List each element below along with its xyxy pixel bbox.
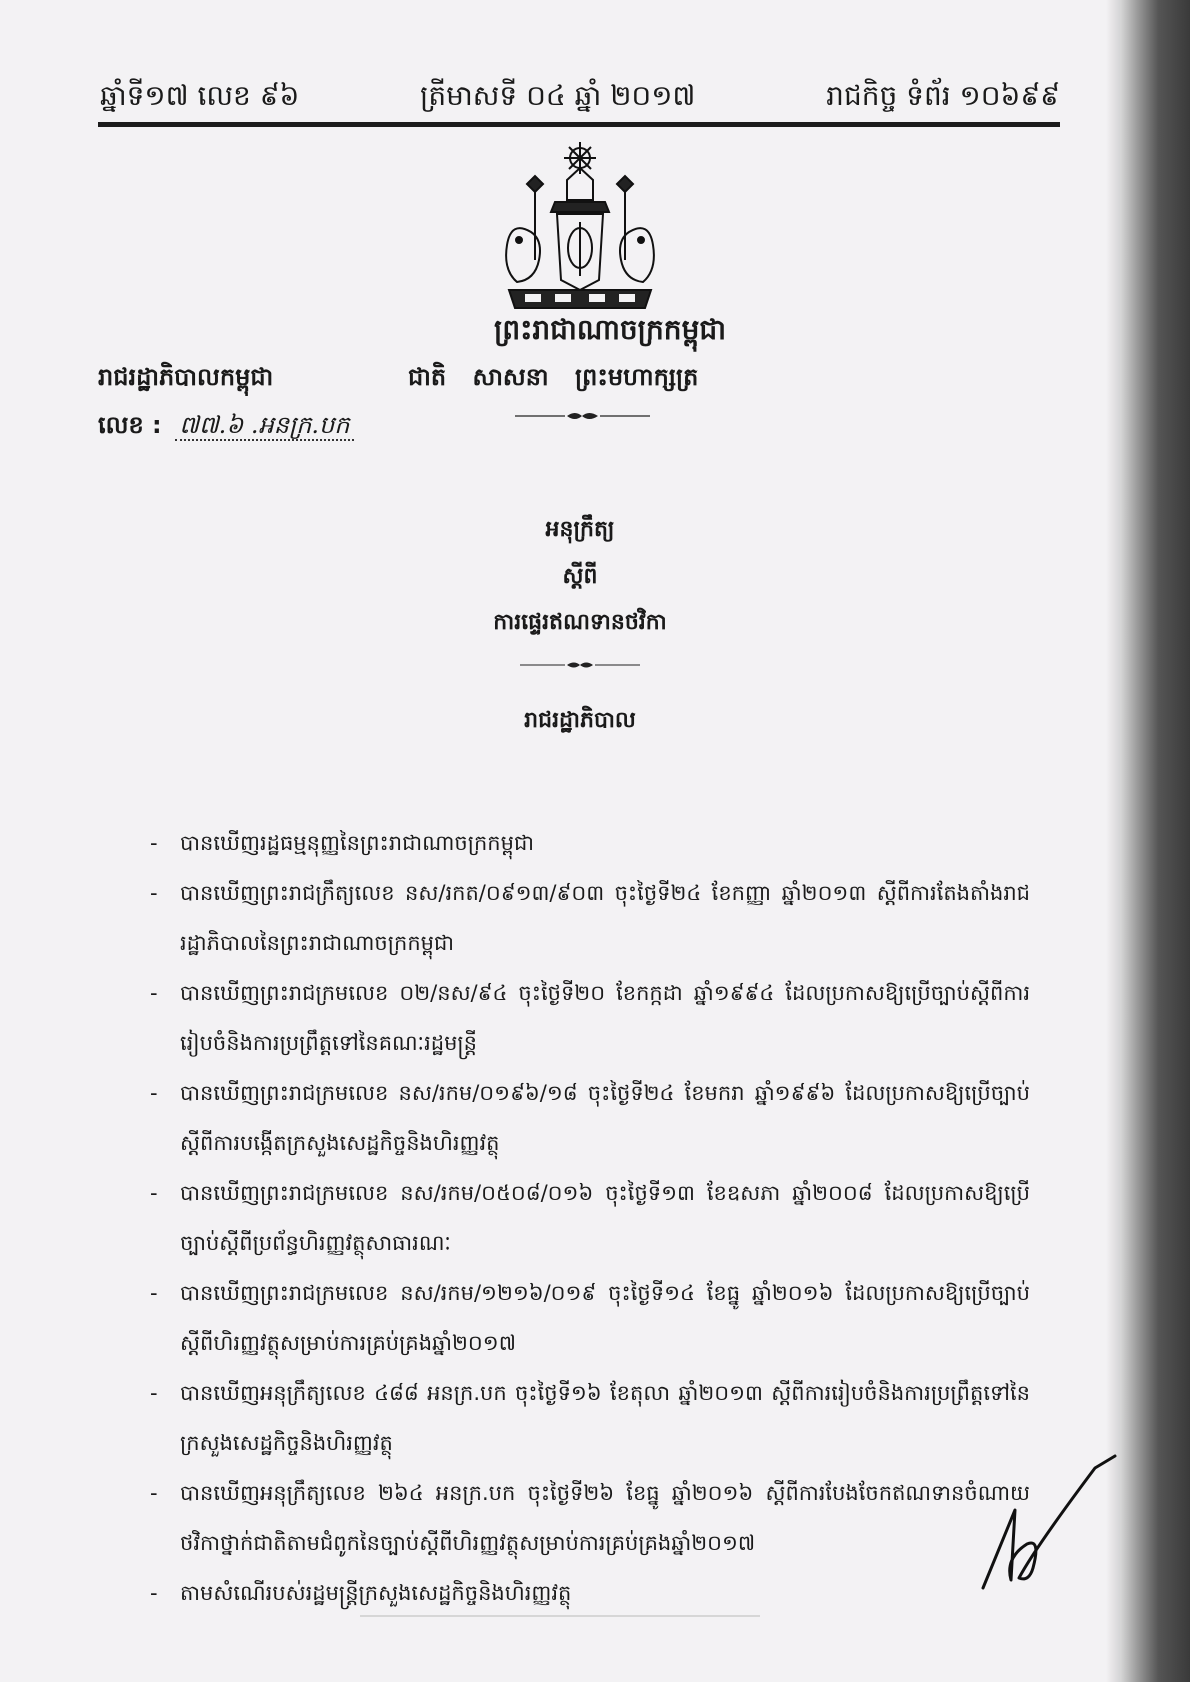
consideration-item: - បានឃើញព្រះរាជក្រមលេខ ០២/នស/៩៤ ចុះថ្ងៃទី២០ ខែកក្កដា ឆ្នាំ១៩៩៤ ដែលប្រកាសឱ្យប្រើច្បាប់ស្តីពីការរៀបចំនិងការប្រព្រឹត្តទៅនៃគណៈរដ្ឋមន្ត្រី: [150, 981, 1030, 1055]
gazette-page-number: រាជកិច្ច ទំព័រ ១០៦៩៩: [826, 79, 1060, 112]
scan-shadow-edge: [1120, 0, 1190, 1682]
gazette-header: [100, 78, 1060, 118]
issuing-body: រាជរដ្ឋាភិបាល: [524, 708, 636, 733]
subject-ornament-divider: [520, 660, 640, 670]
scan-bottom-mark: [360, 1615, 760, 1617]
consideration-item: - បានឃើញរដ្ឋធម្មនុញ្ញនៃព្រះរាជាណាចក្រកម្ពុជា: [150, 831, 534, 855]
kingdom-title: ព្រះរាជាណាចក្រកម្ពុជា: [493, 313, 726, 346]
document-number-value: ៧៧.៦ .អនក្រ.បក: [175, 411, 353, 441]
document-number-row: [98, 410, 354, 445]
considerations-list: [150, 818, 1030, 1618]
consideration-item: - បានឃើញព្រះរាជក្រមលេខ នស/រកម/០១៩៦/១៨ ចុះថ្ងៃទី២៤ ខែមករា ឆ្នាំ១៩៩៦ ដែលប្រកាសឱ្យប្រើច្បាប់ស្តីពីការបង្កើតក្រសួងសេដ្ឋកិច្ចនិងហិរញ្ញវត្ថុ: [150, 1081, 1030, 1155]
consideration-item: - បានឃើញអនុក្រឹត្យលេខ ៤៨៨ អនក្រ.បក ចុះថ្ងៃទី១៦ ខែតុលា ឆ្នាំ២០១៣ ស្តីពីការរៀបចំនិងការប្រព្រឹត្តទៅនៃក្រសួងសេដ្ឋកិច្ចនិងហិរញ្ញវត្ថុ: [150, 1381, 1030, 1455]
royal-coat-of-arms-icon: [495, 140, 665, 315]
consideration-item: - បានឃើញអនុក្រឹត្យលេខ ២៦៤ អនក្រ.បក ចុះថ្ងៃទី២៦ ខែធ្នូ ឆ្នាំ២០១៦ ស្តីពីការបែងចែកឥណទានចំណាយថវិកាថ្នាក់ជាតិតាមជំពូកនៃច្បាប់ស្តីពីហិរញ្ញវត្ថុសម្រាប់ការគ្រប់គ្រងឆ្នាំ២០១៧: [150, 1481, 1030, 1555]
motto-ornament-divider: [515, 410, 650, 422]
government-name: រាជរដ្ឋាភិបាលកម្ពុជា: [98, 363, 274, 391]
document-number-label: លេខ :: [98, 411, 162, 439]
document-subject: ការផ្ទេរឥណទានថវិកា: [493, 610, 667, 635]
consideration-item: - បានឃើញព្រះរាជក្រមលេខ នស/រកម/០៥០៨/០១៦ ចុះថ្ងៃទី១៣ ខែឧសភា ឆ្នាំ២០០៨ ដែលប្រកាសឱ្យប្រើច្បាប់ស្តីពីប្រព័ន្ធហិរញ្ញវត្ថុសាធារណៈ: [150, 1181, 1030, 1255]
gazette-year-issue: ឆ្នាំទី១៧ លេខ ៩៦: [100, 79, 300, 112]
consideration-item: - បានឃើញព្រះរាជក្រឹត្យលេខ នស/រកត/០៩១៣/៩០៣ ចុះថ្ងៃទី២៤ ខែកញ្ញា ឆ្នាំ២០១៣ ស្តីពីការតែងតាំងរាជរដ្ឋាភិបាលនៃព្រះរាជាណាចក្រកម្ពុជា: [150, 881, 1030, 955]
gazette-date: ត្រីមាសទី ០៤ ឆ្នាំ ២០១៧: [420, 79, 696, 112]
initials-signature-icon: [975, 1448, 1125, 1598]
header-divider: [98, 122, 1060, 127]
document-type: អនុក្រឹត្យ: [545, 517, 615, 542]
document-about: ស្តីពី: [562, 564, 598, 589]
national-motto: ជាតិ សាសនា ព្រះមហាក្សត្រ: [408, 363, 699, 391]
consideration-item: - តាមសំណើរបស់រដ្ឋមន្ត្រីក្រសួងសេដ្ឋកិច្ចនិងហិរញ្ញវត្ថុ: [150, 1581, 572, 1605]
consideration-item: - បានឃើញព្រះរាជក្រមលេខ នស/រកម/១២១៦/០១៩ ចុះថ្ងៃទី១៤ ខែធ្នូ ឆ្នាំ២០១៦ ដែលប្រកាសឱ្យប្រើច្បាប់ស្តីពីហិរញ្ញវត្ថុសម្រាប់ការគ្រប់គ្រងឆ្នាំ២០១៧: [150, 1281, 1030, 1355]
scan-shadow-fade: [1106, 0, 1120, 1682]
